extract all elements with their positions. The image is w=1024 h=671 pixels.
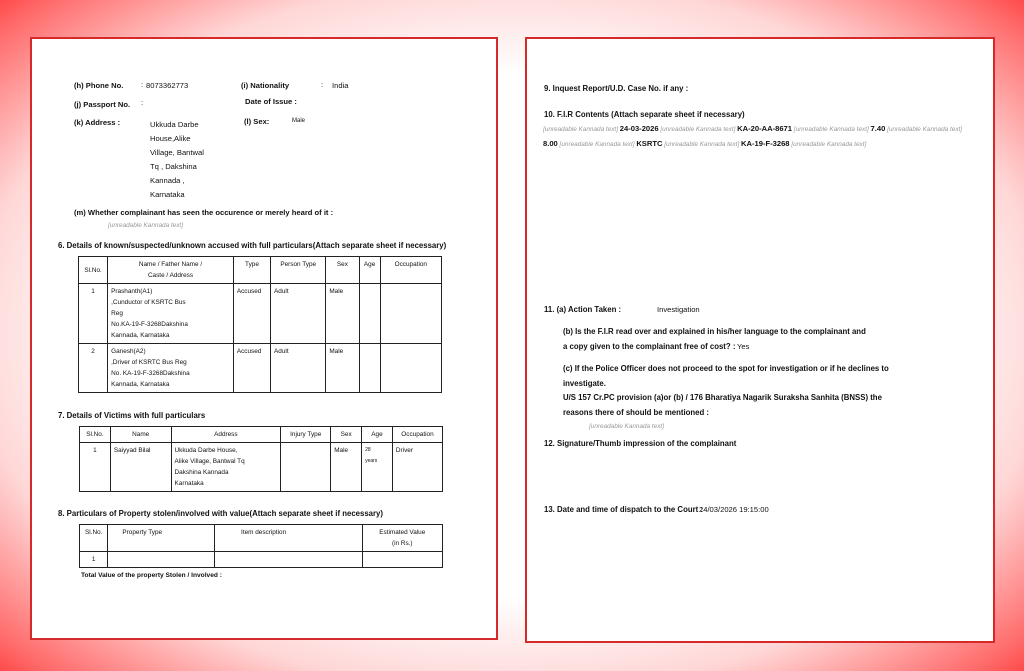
victims-table: [79, 426, 443, 492]
table-row: 1 Saiyyad Bilal Ukkuda Darbe House, Alike Village, Bantwal Tq Dakshina Kannada Karnataka Male 28 years Driver: [80, 443, 443, 492]
col-person-type: Person Type: [271, 257, 326, 284]
seen-answer: [unreadable Kannada text]: [108, 222, 183, 229]
dispatch-datetime: 24/03/2026 19:15:00: [699, 505, 769, 514]
accused-name-cell: Prashanth(A1) ,Cunductor of KSRTC Bus Reg No.KA-19-F-3268Dakshina Kannada, Karnataka: [108, 284, 234, 344]
s11c-line2: investigate.: [563, 379, 606, 388]
s11b-line2: a copy given to the complainant free of cost? :: [563, 342, 736, 351]
sex-label: (l) Sex:: [244, 117, 270, 126]
address-value: Ukkuda Darbe House,Alike Village, Bantwal Tq , Dakshina Kannada , Karnataka: [150, 120, 204, 199]
accused-name-cell: Ganesh(A2) ,Driver of KSRTC Bus Reg No. KA-19-F-3268Dakshina Kannada, Karnataka: [108, 344, 234, 393]
accused-table: [78, 256, 442, 393]
victim-age-cell: 28 years: [362, 443, 393, 492]
accused-table-header: [79, 257, 442, 284]
col-age: Age: [359, 257, 380, 284]
nationality-value: India: [332, 81, 349, 90]
s11b-line1: (b) Is the F.I.R read over and explained in his/her language to the complainant and: [563, 327, 866, 336]
document-page-right: [525, 37, 995, 643]
section11a-label: 11. (a) Action Taken :: [544, 305, 622, 314]
fir-highlight-text: 7.40: [870, 124, 886, 133]
table-row: 2 Ganesh(A2) ,Driver of KSRTC Bus Reg No. KA-19-F-3268Dakshina Kannada, Karnataka Accused Adult Male: [79, 344, 442, 393]
col-estimated-value: Estimated Value (in Rs.): [362, 525, 443, 552]
fir-text-segment: [unreadable Kannada text]: [789, 141, 867, 149]
section12-signature: 12. Signature/Thumb impression of the complainant: [544, 439, 737, 448]
fir-highlight-text: KSRTC: [636, 139, 663, 149]
nationality-sep: :: [321, 80, 324, 89]
s11c-line3: U/S 157 Cr.PC provision (a)or (b) / 176 Bharatiya Nagarik Suraksha Sanhita (BNSS) the: [563, 393, 882, 402]
passport-label: (j) Passport No.: [74, 100, 131, 109]
s11c-line1: (c) If the Police Officer does not proceed to the spot for investigation or if he declines to: [563, 364, 889, 373]
fir-text-segment: [unreadable Kannada text]: [557, 141, 637, 149]
section8-title: 8. Particulars of Property stolen/involved with value(Attach separate sheet if necessary): [58, 509, 383, 518]
fir-text-segment: [unreadable Kannada text]: [662, 141, 741, 149]
col-sex: Sex: [326, 257, 359, 284]
property-table-header: Sl.No. Property Type Item description Estimated Value (in Rs.): [80, 525, 443, 552]
table-row: 1 Prashanth(A1) ,Cunductor of KSRTC Bus Reg No.KA-19-F-3268Dakshina Kannada, Karnataka Accused Adult Male: [79, 284, 442, 344]
section6-title: 6. Details of known/suspected/unknown accused with full particulars(Attach separate sheet if necessary): [58, 241, 447, 250]
fir-highlight-text: 8.00: [543, 139, 558, 149]
action-taken-value: Investigation: [657, 305, 700, 314]
col-type: Type: [233, 257, 270, 284]
nationality-label: (i) Nationality: [241, 81, 290, 90]
col-slno: Sl.No.: [79, 257, 108, 284]
victim-address-cell: Ukkuda Darbe House, Alike Village, Bantwal Tq Dakshina Kannada Karnataka: [171, 443, 281, 492]
phone-sep: :: [141, 80, 144, 89]
fir-highlight-text: KA-19-F-3268: [741, 139, 790, 149]
s11c-answer: [unreadable Kannada text]: [589, 423, 664, 430]
section7-title: 7. Details of Victims with full particulars: [58, 411, 206, 420]
section10-title: 10. F.I.R Contents (Attach separate sheet if necessary): [544, 110, 745, 119]
victims-table-header: Sl.No. Name Address Injury Type Sex Age Occupation: [80, 427, 443, 443]
sex-value: Male: [292, 118, 306, 124]
address-label: (k) Address :: [74, 118, 121, 127]
total-value-label: Total Value of the property Stolen / Involved :: [81, 572, 222, 579]
phone-value: 8073362773: [146, 81, 189, 90]
table-row: 1: [80, 552, 443, 568]
seen-question: (m) Whether complainant has seen the occurence or merely heard of it :: [74, 208, 334, 217]
col-name: Name / Father Name / Caste / Address: [108, 257, 234, 284]
property-table: [79, 524, 443, 568]
col-occupation: Occupation: [380, 257, 441, 284]
passport-sep: :: [141, 98, 144, 107]
fir-highlight-text: KA-20-AA-8671: [737, 124, 793, 133]
section9-inquest: 9. Inquest Report/U.D. Case No. if any :: [544, 84, 689, 93]
copy-given-value: Yes: [737, 342, 750, 351]
fir-highlight-text: 24-03-2026: [619, 124, 659, 133]
date-of-issue-label: Date of Issue :: [245, 97, 297, 106]
phone-label: (h) Phone No.: [74, 81, 124, 90]
section13-label: 13. Date and time of dispatch to the Court :: [544, 505, 703, 514]
fir-text-segment: [unreadable Kannada text]: [792, 126, 871, 133]
s11c-line4: reasons there of should be mentioned :: [563, 408, 709, 417]
document-page-left: [30, 37, 498, 640]
fir-text-segment: [unreadable Kannada text]: [658, 126, 738, 133]
fir-text-segment: [unreadable Kannada text]: [885, 126, 963, 133]
fir-contents: [543, 122, 973, 152]
fir-text-segment: [unreadable Kannada text]: [543, 126, 620, 133]
